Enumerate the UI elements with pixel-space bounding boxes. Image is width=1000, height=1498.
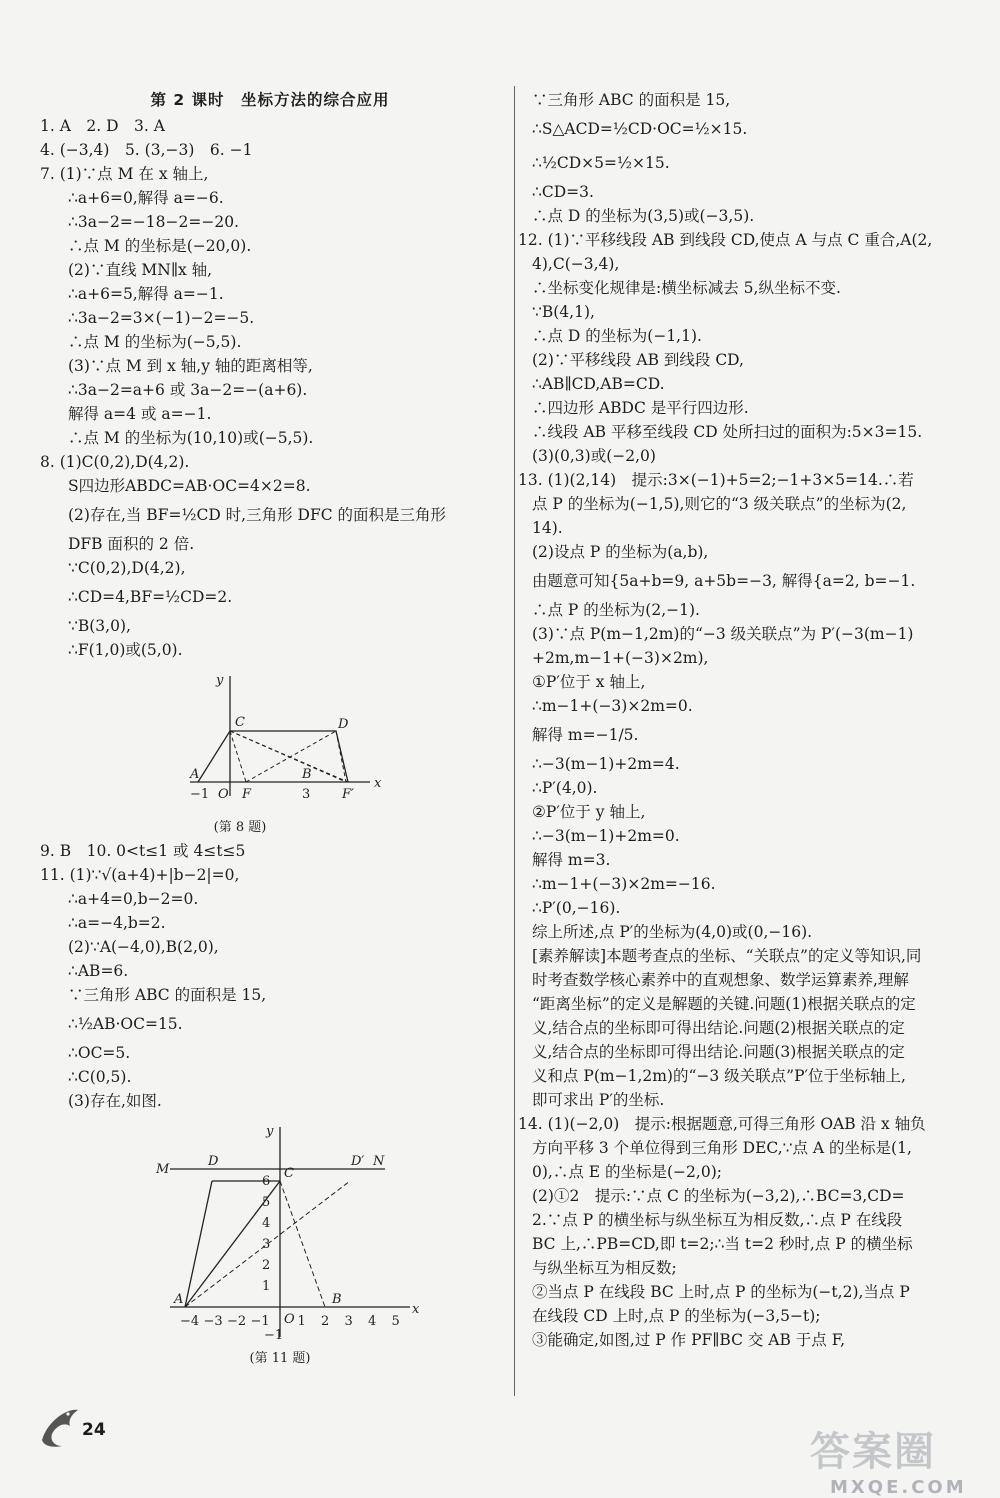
text-line: ∴½CD×5=½×15. [532, 154, 670, 172]
line-fd [246, 731, 336, 782]
text-line: ②当点 P 在线段 BC 上时,点 P 的坐标为(−t,2),当点 P [532, 1283, 910, 1301]
fig11-label-y: y [266, 1124, 274, 1139]
fig8-label-f: F [242, 787, 252, 802]
left-text-block-2 [40, 839, 500, 1113]
text-line: 解得 m=−1/5. [532, 726, 639, 744]
text-line: 综上所述,点 P′的坐标为(4,0)或(0,−16). [532, 923, 813, 941]
text-line: ∴CD=3. [532, 183, 594, 201]
text-line: 时考查数学核心素养中的直观想象、数学运算素养,理解 [532, 971, 909, 989]
text-line: ∴C(0,5). [68, 1068, 132, 1086]
text-line: ∴m−1+(−3)×2m=−16. [532, 875, 716, 893]
dolphin-logo-icon [38, 1400, 82, 1450]
text-line: DFB 面积的 2 倍. [68, 535, 195, 553]
text-line: 义,结合点的坐标即可得出结论.问题(3)根据关联点的定 [532, 1043, 905, 1061]
x-tick-label: 4 [368, 1314, 377, 1329]
text-line: ∴a+6=0,解得 a=−6. [68, 189, 224, 207]
figure-11-caption: (第 11 题) [249, 1351, 311, 1366]
fig8-label-x: x [374, 776, 382, 791]
section-title: 第 2 课时 坐标方法的综合应用 [150, 91, 390, 109]
x-tick-label: 3 [344, 1314, 353, 1329]
fig11-label-n: N [373, 1154, 385, 1169]
text-line: 11. (1)∵√(a+4)+|b−2|=0, [40, 866, 240, 884]
fig8-label-o: O [218, 787, 229, 802]
text-line: ∴AB∥CD,AB=CD. [532, 375, 665, 393]
fig8-label-f-prime: F′ [342, 787, 354, 802]
figure-11 [40, 1117, 500, 1366]
text-line: ∴3a−2=3×(−1)−2=−5. [68, 309, 255, 327]
fig8-label-3: 3 [302, 787, 311, 802]
right-text-block [518, 88, 972, 1352]
text-line: 义和点 P(m−1,2m)的“−3 级关联点”P′位于坐标轴上, [532, 1067, 906, 1085]
figure-8 [40, 666, 500, 835]
text-line: 14). [532, 519, 563, 537]
fig8-label-y: y [216, 673, 224, 688]
x-tick-label: −2 [227, 1314, 247, 1329]
text-line: ②P′位于 y 轴上, [532, 803, 646, 821]
text-line: ∵三角形 ABC 的面积是 15, [68, 986, 267, 1004]
text-line: 14. (1)(−2,0) 提示:根据题意,可得三角形 OAB 沿 x 轴负 [518, 1115, 926, 1133]
text-line: (3)存在,如图. [68, 1092, 162, 1110]
text-line: ∵三角形 ABC 的面积是 15, [532, 91, 731, 109]
x-tick-label: 5 [391, 1314, 400, 1329]
text-line: (2)①2 提示:∵点 C 的坐标为(−3,2),∴BC=3,CD= [532, 1187, 905, 1205]
text-line: 在线段 CD 上时,点 P 的坐标为(−3,5−t); [532, 1307, 821, 1325]
text-line: ∴AB=6. [68, 962, 129, 980]
line-df2 [336, 731, 346, 782]
fig11-label-m: M [156, 1162, 170, 1177]
column-divider [514, 86, 515, 1396]
x-tick-label: 1 [297, 1314, 306, 1329]
fig11-label-o: O [284, 1312, 295, 1327]
text-line: 1. A 2. D 3. A [40, 117, 165, 135]
text-line: 即可求出 P′的坐标. [532, 1091, 665, 1109]
text-line: (2)∵直线 MN∥x 轴, [68, 261, 213, 279]
y-tick-label: 4 [262, 1216, 271, 1231]
text-line: ∴3a−2=−18−2=−20. [68, 213, 239, 231]
watermark-text: 答案圈 [810, 1429, 936, 1475]
text-line: 与纵坐标互为相反数; [532, 1259, 677, 1277]
figure-11-svg [40, 1117, 480, 1347]
text-line: (2)存在,当 BF=½CD 时,三角形 DFC 的面积是三角形 [68, 506, 447, 524]
fig8-label-c: C [235, 715, 245, 730]
watermark [810, 1420, 967, 1498]
text-line: ③能确定,如图,过 P 作 PF∥BC 交 AB 于点 F, [532, 1331, 846, 1349]
text-line: ∴CD=4,BF=½CD=2. [68, 588, 233, 606]
text-line: 4. (−3,4) 5. (3,−3) 6. −1 [40, 141, 253, 159]
text-line: 点 P 的坐标为(−1,5),则它的“3 级关联点”的坐标为(2, [532, 495, 907, 513]
text-line: +2m,m−1+(−3)×2m), [532, 649, 709, 667]
text-line: ∴a=−4,b=2. [68, 914, 166, 932]
text-line: 0),∴点 E 的坐标是(−2,0); [532, 1163, 722, 1181]
text-line: (3)(0,3)或(−2,0) [532, 447, 656, 465]
text-line: 由题意可知{5a+b=9, a+5b=−3, 解得{a=2, b=−1. [532, 572, 916, 590]
text-line: (2)∵平移线段 AB 到线段 CD, [532, 351, 744, 369]
text-line: ∴F(1,0)或(5,0). [68, 641, 183, 659]
x-tick-label: −1 [250, 1314, 270, 1329]
y-tick-label: 6 [262, 1174, 271, 1189]
fig8-label-d: D [338, 717, 349, 732]
fig11-label-minus1-y: −1 [264, 1328, 284, 1343]
text-line: S四边形ABDC=AB·OC=4×2=8. [68, 477, 311, 495]
text-line: ∴S△ACD=½CD·OC=½×15. [532, 120, 748, 138]
text-line: (2)∵A(−4,0),B(2,0), [68, 938, 219, 956]
right-column [518, 88, 972, 1352]
fig11-label-d-prime: D′ [351, 1154, 365, 1169]
fig8-label-minus1: −1 [190, 787, 210, 802]
line-cf2 [230, 731, 346, 782]
fig11-label-c: C [284, 1166, 294, 1181]
text-line: 解得 a=4 或 a=−1. [68, 405, 212, 423]
text-line: ∴a+6=5,解得 a=−1. [68, 285, 224, 303]
text-line: 9. B 10. 0<t≤1 或 4≤t≤5 [40, 842, 246, 860]
text-line: 2.∵点 P 的横坐标与纵坐标互为相反数,∴点 P 在线段 [532, 1211, 903, 1229]
text-line: ∴线段 AB 平移至线段 CD 处所扫过的面积为:5×3=15. [532, 423, 923, 441]
text-line: ∴½AB·OC=15. [68, 1015, 183, 1033]
y-tick-label: 1 [262, 1279, 271, 1294]
y-tick-label: 5 [262, 1195, 271, 1210]
y-tick-label: 3 [262, 1237, 271, 1252]
x-tick-label: 2 [321, 1314, 330, 1329]
text-line: ∴点 M 的坐标为(−5,5). [68, 333, 242, 351]
x-tick-label: −3 [203, 1314, 223, 1329]
page-number: 24 [82, 1420, 106, 1440]
x-tick-label: −4 [180, 1314, 200, 1329]
text-line: “距离坐标”的定义是解题的关键.问题(1)根据关联点的定 [532, 995, 916, 1013]
text-line: ∴P′(4,0). [532, 779, 598, 797]
text-line: 7. (1)∵点 M 在 x 轴上, [40, 165, 209, 183]
text-line: ∴−3(m−1)+2m=0. [532, 827, 680, 845]
text-line: [素养解读]本题考查点的坐标、“关联点”的定义等知识,同 [532, 947, 922, 965]
watermark-url: MXQE.COM [830, 1477, 967, 1498]
text-line: BC 上,∴PB=CD,即 t=2;∴当 t=2 秒时,点 P 的横坐标 [532, 1235, 913, 1253]
figure-8-caption: (第 8 题) [213, 820, 267, 835]
text-line: (2)设点 P 的坐标为(a,b), [532, 543, 709, 561]
text-line: ∴四边形 ABDC 是平行四边形. [532, 399, 749, 417]
text-line: 12. (1)∵平移线段 AB 到线段 CD,使点 A 与点 C 重合,A(2, [518, 231, 933, 249]
text-line: ∴点 M 的坐标是(−20,0). [68, 237, 252, 255]
quadrilateral-abdc [198, 731, 348, 782]
text-line: ∴OC=5. [68, 1044, 131, 1062]
text-line: ∴点 M 的坐标为(10,10)或(−5,5). [68, 429, 314, 447]
left-column [40, 88, 500, 1370]
text-line: 义,结合点的坐标即可得出结论.问题(2)根据关联点的定 [532, 1019, 905, 1037]
text-line: (3)∵点 P(m−1,2m)的“−3 级关联点”为 P′(−3(m−1) [532, 625, 914, 643]
text-line: 方向平移 3 个单位得到三角形 DEC,∵点 A 的坐标是(1, [532, 1139, 912, 1157]
text-line: 8. (1)C(0,2),D(4,2). [40, 453, 190, 471]
text-line: ∵C(0,2),D(4,2), [68, 559, 186, 577]
fig11-label-b: B [332, 1292, 342, 1307]
text-line: ∴3a−2=a+6 或 3a−2=−(a+6). [68, 381, 308, 399]
fig11-label-a: A [174, 1292, 184, 1307]
text-line: 13. (1)(2,14) 提示:3×(−1)+5=2;−1+3×5=14.∴若 [518, 471, 914, 489]
text-line: ∴坐标变化规律是:横坐标减去 5,纵坐标不变. [532, 279, 841, 297]
text-line: ①P′位于 x 轴上, [532, 673, 646, 691]
figure-8-svg [40, 666, 480, 816]
fig11-label-d: D [208, 1154, 219, 1169]
text-line: 4),C(−3,4), [532, 255, 620, 273]
text-line: ∴a+4=0,b−2=0. [68, 890, 199, 908]
fig11-label-x: x [412, 1302, 420, 1317]
text-line: ∵B(3,0), [68, 617, 131, 635]
line-cf [230, 731, 246, 782]
line-cb [280, 1181, 325, 1307]
text-line: ∴m−1+(−3)×2m=0. [532, 697, 693, 715]
fig8-label-a: A [190, 767, 200, 782]
text-line: ∴点 P 的坐标为(2,−1). [532, 601, 700, 619]
y-tick-label: 2 [262, 1258, 271, 1273]
left-text-block-1 [40, 114, 500, 662]
text-line: ∴点 D 的坐标为(−1,1). [532, 327, 702, 345]
text-line: ∴−3(m−1)+2m=4. [532, 755, 680, 773]
text-line: ∴P′(0,−16). [532, 899, 621, 917]
text-line: 解得 m=3. [532, 851, 611, 869]
text-line: ∵B(4,1), [532, 303, 595, 321]
fig8-label-b: B [302, 767, 312, 782]
text-line: (3)∵点 M 到 x 轴,y 轴的距离相等, [68, 357, 313, 375]
text-line: ∴点 D 的坐标为(3,5)或(−3,5). [532, 207, 755, 225]
